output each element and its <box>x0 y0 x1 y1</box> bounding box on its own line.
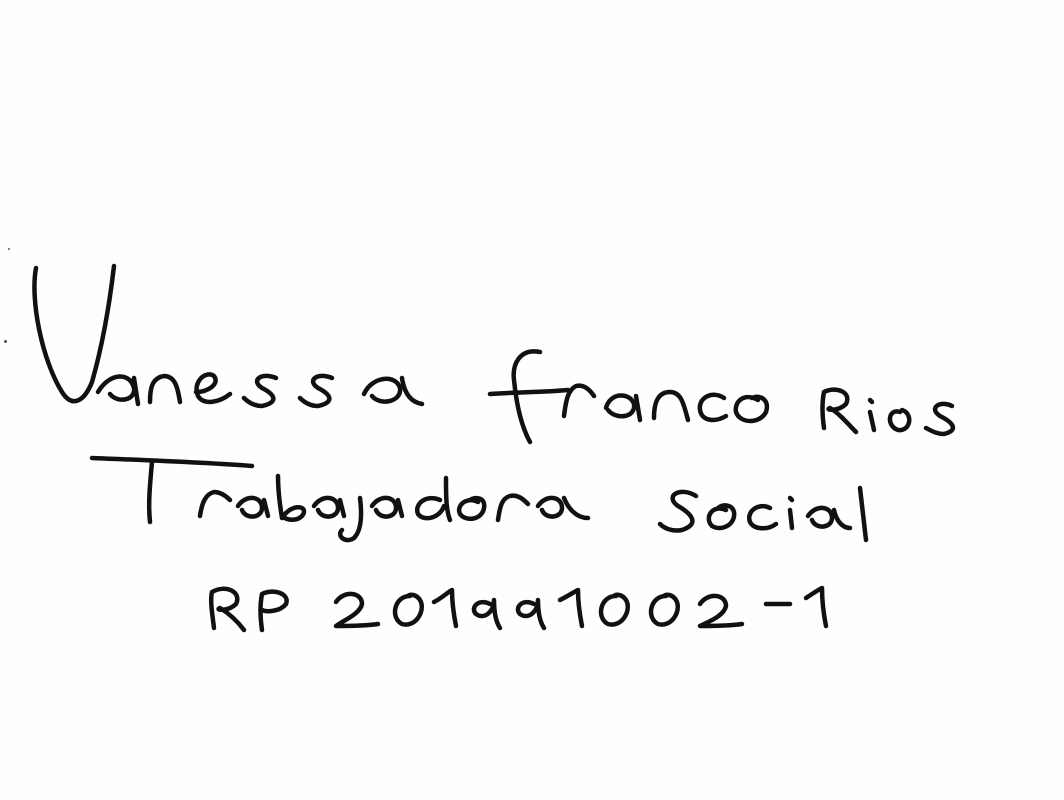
handwritten-line-registration <box>211 588 826 630</box>
scan-speck <box>8 248 10 250</box>
handwritten-line-title <box>92 458 866 540</box>
handwritten-line-name <box>34 266 953 442</box>
scan-speck <box>4 340 7 343</box>
